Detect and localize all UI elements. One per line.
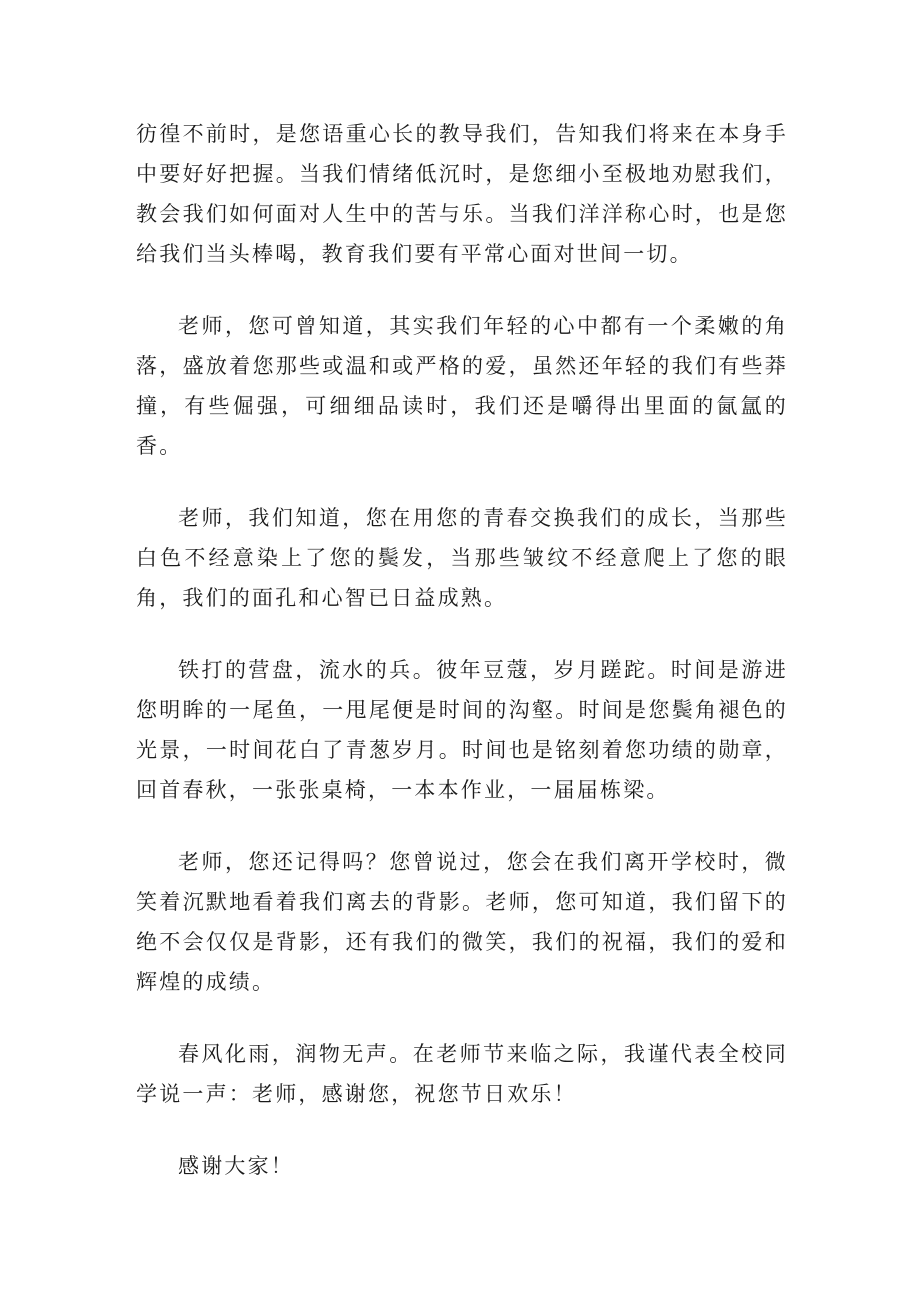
paragraph-5: 老师，您还记得吗？您曾说过，您会在我们离开学校时，微笑着沉默地看着我们离去的背影。老师，您可知道，我们留下的绝不会仅仅是背影，还有我们的微笑，我们的祝福，我们的爱和辉煌的成绩。 (136, 850, 788, 994)
paragraph-6: 春风化雨，润物无声。在老师节来临之际，我谨代表全校同学说一声：老师，感谢您，祝您节日欢乐！ (136, 1042, 788, 1106)
paragraph-2: 老师，您可曾知道，其实我们年轻的心中都有一个柔嫩的角落，盛放着您那些或温和或严格的爱，虽然还年轻的我们有些莽撞，有些倔强，可细细品读时，我们还是嚼得出里面的氤氲的香。 (136, 314, 788, 458)
paragraph-1: 彷徨不前时，是您语重心长的教导我们，告知我们将来在本身手中要好好把握。当我们情绪低沉时，是您细小至极地劝慰我们，教会我们如何面对人生中的苦与乐。当我们洋洋称心时，也是您给我们当头棒喝，教育我们要有平常心面对世间一切。 (136, 122, 788, 266)
paragraph-3: 老师，我们知道，您在用您的青春交换我们的成长，当那些白色不经意染上了您的鬓发，当那些皱纹不经意爬上了您的眼角，我们的面孔和心智已日益成熟。 (136, 506, 788, 610)
closing-line: 感谢大家！ (178, 1154, 294, 1178)
document-body (136, 114, 788, 1218)
paragraph-4: 铁打的营盘，流水的兵。彼年豆蔻，岁月蹉跎。时间是游进您明眸的一尾鱼，一甩尾便是时间的沟壑。时间是您鬓角褪色的光景，一时间花白了青葱岁月。时间也是铭刻着您功绩的勋章，回首春秋，一张张桌椅，一本本作业，一届届栋梁。 (136, 658, 788, 802)
